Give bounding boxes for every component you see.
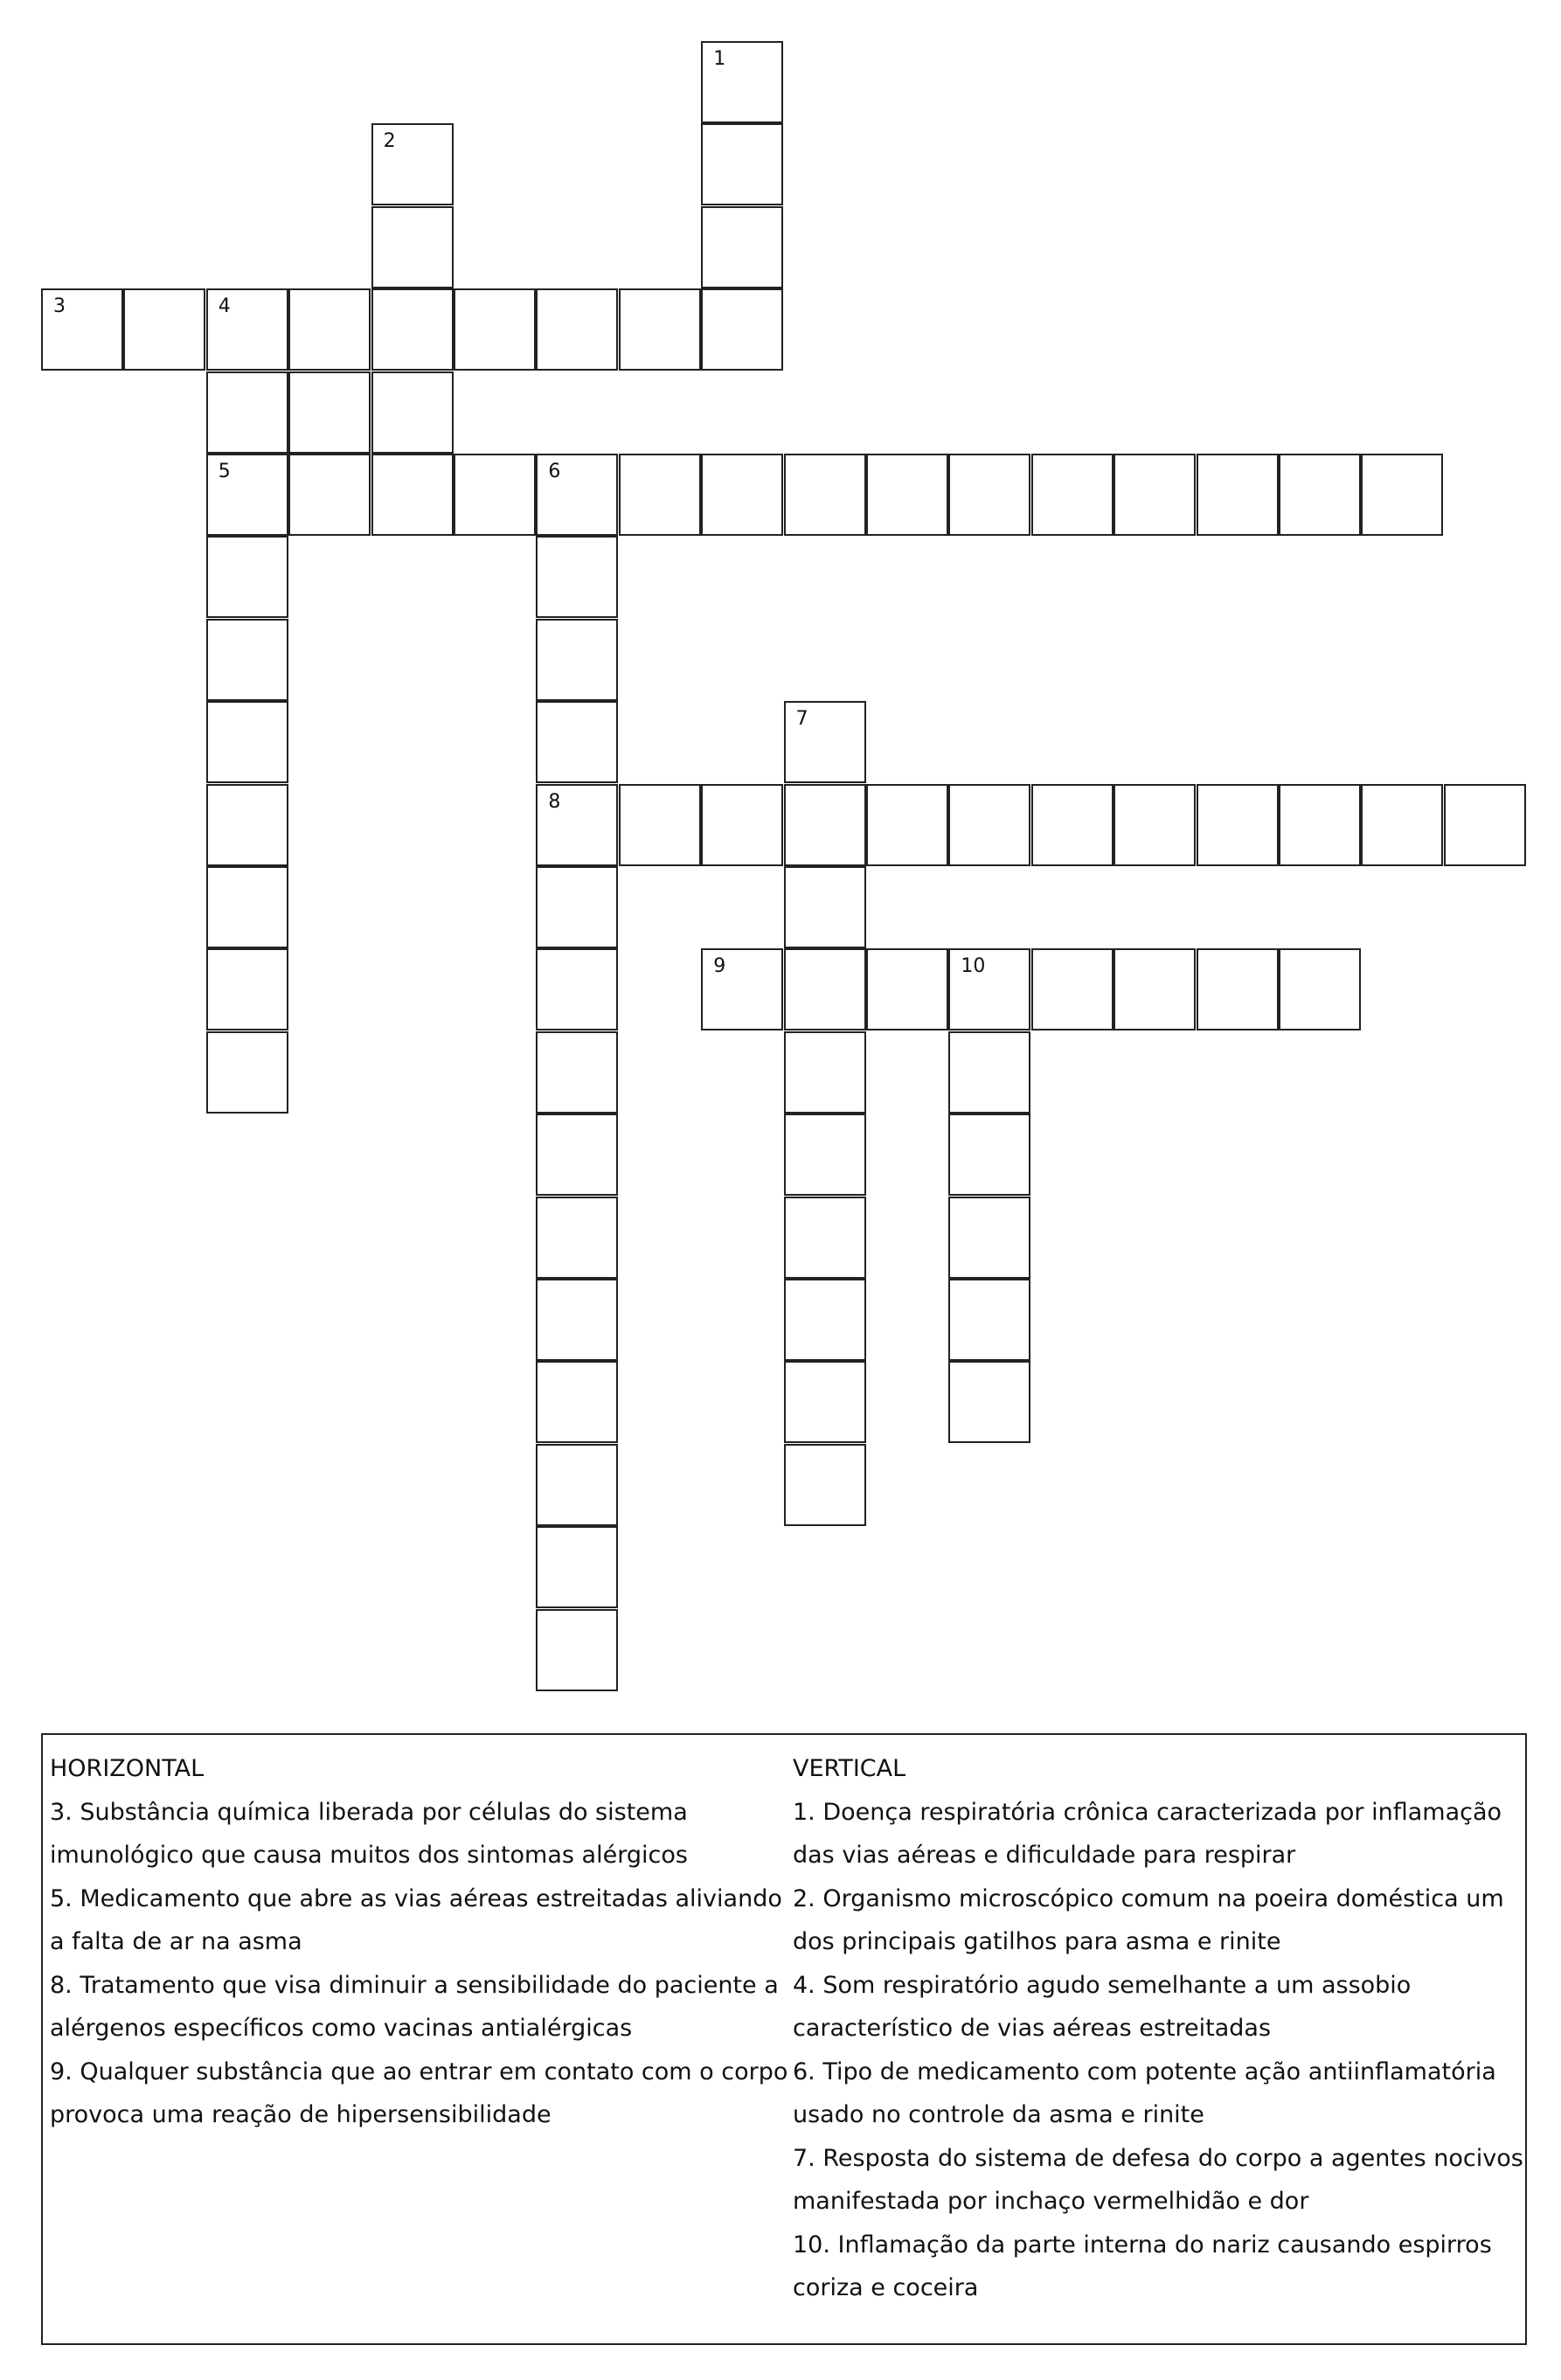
crossword-cell[interactable]: [866, 784, 948, 866]
crossword-cell[interactable]: [288, 454, 371, 536]
clue-line: 4. Som respiratório agudo semelhante a um assobio: [793, 1971, 1412, 1999]
clues-box: [41, 1733, 1527, 2345]
crossword-cell[interactable]: [206, 454, 288, 536]
crossword-cell[interactable]: [619, 454, 701, 536]
crossword-cell[interactable]: [454, 288, 536, 371]
crossword-cell[interactable]: [123, 288, 205, 371]
crossword-cell[interactable]: [454, 454, 536, 536]
clue-line: 2. Organismo microscópico comum na poeira doméstica um: [793, 1884, 1504, 1912]
crossword-cell[interactable]: [536, 1609, 618, 1691]
horizontal-heading: HORIZONTAL: [50, 1755, 205, 1782]
clue-line: alérgenos específicos como vacinas antialérgicas: [50, 2015, 633, 2042]
crossword-cell[interactable]: [701, 454, 783, 536]
clue-number: 5: [218, 461, 231, 482]
crossword-cell[interactable]: [948, 1197, 1030, 1279]
crossword-cell[interactable]: [206, 948, 288, 1030]
crossword-cell[interactable]: [701, 206, 783, 288]
crossword-cell[interactable]: [206, 288, 288, 371]
clue-number: 3: [53, 295, 66, 318]
crossword-cell[interactable]: [619, 784, 701, 866]
clue-line: 1. Doença respiratória crônica caracterizada por inflamação: [793, 1798, 1502, 1826]
crossword-cell[interactable]: [371, 206, 454, 288]
crossword-cell[interactable]: [206, 784, 288, 866]
clue-line: das vias aéreas e dificuldade para respirar: [793, 1842, 1296, 1869]
crossword-cell[interactable]: [206, 371, 288, 454]
clue-line: característico de vias aéreas estreitadas: [793, 2015, 1272, 2042]
crossword-cell[interactable]: [784, 1279, 866, 1361]
crossword-cell[interactable]: [784, 1444, 866, 1526]
clue-line: 10. Inflamação da parte interna do nariz causando espirros: [793, 2231, 1492, 2259]
crossword-cell[interactable]: [536, 288, 618, 371]
clue-line: dos principais gatilhos para asma e rinite: [793, 1928, 1281, 1955]
crossword-cell[interactable]: [1114, 454, 1196, 536]
crossword-cell[interactable]: [288, 288, 371, 371]
crossword-cell[interactable]: [619, 288, 701, 371]
clue-line: 9. Qualquer substância que ao entrar em contato com o corpo: [50, 2057, 788, 2085]
crossword-cell[interactable]: [701, 123, 783, 205]
clue-line: 6. Tipo de medicamento com potente ação antiinflamatória: [793, 2057, 1496, 2085]
clue-number: 2: [383, 130, 396, 153]
crossword-cell[interactable]: [206, 1031, 288, 1114]
horizontal-clues: [50, 1747, 788, 2137]
crossword-cell[interactable]: [206, 536, 288, 618]
crossword-cell[interactable]: [1197, 454, 1279, 536]
crossword-cell[interactable]: [1197, 948, 1279, 1030]
crossword-cell[interactable]: [536, 1279, 618, 1361]
crossword-cell[interactable]: [371, 288, 454, 371]
clue-line: coriza e coceira: [793, 2274, 979, 2301]
crossword-cell[interactable]: [701, 784, 783, 866]
crossword-cell[interactable]: [536, 1114, 618, 1196]
clue-number: 8: [548, 790, 561, 813]
crossword-cell[interactable]: [866, 948, 948, 1030]
crossword-cell[interactable]: [1031, 948, 1114, 1030]
crossword-cell[interactable]: [536, 1361, 618, 1443]
crossword-cell[interactable]: [288, 371, 371, 454]
crossword-cell[interactable]: [701, 948, 783, 1030]
clue-number: 4: [218, 295, 231, 318]
crossword-cell[interactable]: [371, 371, 454, 454]
crossword-cell[interactable]: [948, 1031, 1030, 1114]
crossword-cell[interactable]: [536, 701, 618, 783]
clue-line: imunológico que causa muitos dos sintomas alérgicos: [50, 1842, 688, 1869]
crossword-cell[interactable]: [536, 619, 618, 701]
clue-line: 8. Tratamento que visa diminuir a sensibilidade do paciente a: [50, 1971, 779, 1999]
clue-number: 9: [713, 955, 726, 978]
crossword-cell[interactable]: [784, 948, 866, 1030]
crossword-cell[interactable]: [1031, 454, 1114, 536]
clue-number: 10: [961, 955, 986, 978]
crossword-cell[interactable]: [1361, 784, 1443, 866]
clue-line: provoca uma reação de hipersensibilidade: [50, 2101, 552, 2128]
clue-number: 1: [713, 48, 726, 70]
crossword-cell[interactable]: [41, 288, 123, 371]
crossword-cell[interactable]: [1114, 784, 1196, 866]
crossword-cell[interactable]: [784, 1031, 866, 1114]
crossword-cell[interactable]: [206, 866, 288, 948]
crossword-cell[interactable]: [536, 1197, 618, 1279]
clue-line: 3. Substância química liberada por células do sistema: [50, 1798, 688, 1826]
clue-line: 7. Resposta do sistema de defesa do corpo a agentes nocivos: [793, 2144, 1523, 2172]
crossword-cell[interactable]: [701, 41, 783, 123]
crossword-cell[interactable]: [948, 1361, 1030, 1443]
crossword-cell[interactable]: [371, 454, 454, 536]
crossword-cell[interactable]: [206, 701, 288, 783]
crossword-cell[interactable]: [536, 536, 618, 618]
crossword-cell[interactable]: [948, 1114, 1030, 1196]
crossword-cell[interactable]: [1031, 784, 1114, 866]
crossword-cell[interactable]: [784, 454, 866, 536]
crossword-cell[interactable]: [1444, 784, 1526, 866]
crossword-cell[interactable]: [536, 1444, 618, 1526]
crossword-cell[interactable]: [784, 866, 866, 948]
crossword-cell[interactable]: [948, 784, 1030, 866]
crossword-cell[interactable]: [536, 784, 618, 866]
crossword-cell[interactable]: [1114, 948, 1196, 1030]
crossword-cell[interactable]: [784, 701, 866, 783]
crossword-cell[interactable]: [784, 1197, 866, 1279]
clue-number: 7: [795, 708, 808, 731]
crossword-cell[interactable]: [784, 1114, 866, 1196]
crossword-cell[interactable]: [784, 784, 866, 866]
crossword-cell[interactable]: [1279, 454, 1361, 536]
crossword-cell[interactable]: [948, 454, 1030, 536]
crossword-cell[interactable]: [1279, 948, 1361, 1030]
crossword-cell[interactable]: [206, 619, 288, 701]
vertical-heading: VERTICAL: [793, 1755, 906, 1782]
crossword-cell[interactable]: [784, 1361, 866, 1443]
clue-line: a falta de ar na asma: [50, 1928, 302, 1955]
clue-number: 6: [548, 461, 561, 482]
vertical-clues: [793, 1747, 1523, 2310]
crossword-cell[interactable]: [701, 288, 783, 371]
crossword-cell[interactable]: [948, 1279, 1030, 1361]
crossword-cell[interactable]: [866, 454, 948, 536]
clue-line: 5. Medicamento que abre as vias aéreas estreitadas aliviando: [50, 1884, 782, 1912]
crossword-cell[interactable]: [948, 948, 1030, 1030]
crossword-cell[interactable]: [1279, 784, 1361, 866]
crossword-cell[interactable]: [1361, 454, 1443, 536]
crossword-cell[interactable]: [536, 1031, 618, 1114]
crossword-cell[interactable]: [371, 123, 454, 205]
crossword-cell[interactable]: [536, 948, 618, 1030]
crossword-cell[interactable]: [1197, 784, 1279, 866]
crossword-cell[interactable]: [536, 1526, 618, 1608]
clue-line: usado no controle da asma e rinite: [793, 2101, 1204, 2128]
crossword-cell[interactable]: [536, 866, 618, 948]
crossword-cell[interactable]: [536, 454, 618, 536]
clue-line: manifestada por inchaço vermelhidão e dor: [793, 2188, 1309, 2215]
